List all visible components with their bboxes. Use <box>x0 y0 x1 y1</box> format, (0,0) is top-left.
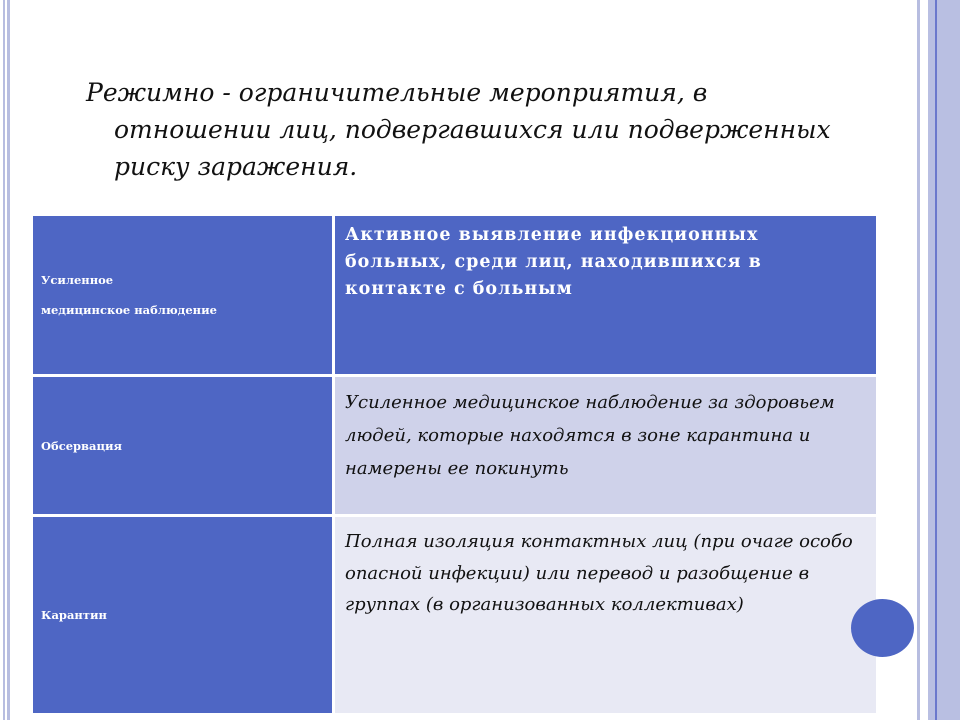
frame-band-line <box>935 0 937 720</box>
frame-line-left-inner <box>7 0 10 720</box>
frame-line-left-outer <box>3 0 5 720</box>
row-description: Активное выявление инфекционных больных, среди лиц, находившихся в контакте с больным <box>335 216 876 374</box>
frame-line-right <box>917 0 920 720</box>
row-description: Полная изоляция контактных лиц (при очаге особо опасной инфекции) или перевод и разобщение в группах (в организованных коллективах) <box>335 517 876 713</box>
row-label: Обсервация <box>41 438 123 453</box>
row-description: Усиленное медицинское наблюдение за здоровьем людей, которые находятся в зоне карантина и намерены ее покинуть <box>335 377 876 514</box>
measures-table <box>30 213 879 716</box>
row-label: Усиленное <box>41 273 114 287</box>
table-row <box>33 517 876 713</box>
row-label-cell <box>33 517 332 713</box>
decorative-circle <box>851 599 914 657</box>
row-label-cell <box>33 377 332 514</box>
row-label: Карантин <box>41 608 107 622</box>
table-row <box>33 377 876 514</box>
frame-band-right <box>928 0 960 720</box>
slide-title: Режимно - ограничительные мероприятия, в отношении лиц, подвергавшихся или подверженных риску заражения. <box>86 78 831 181</box>
row-label-cell <box>33 216 332 374</box>
table-row <box>33 216 876 374</box>
row-label-line2: медицинское наблюдение <box>41 303 217 317</box>
